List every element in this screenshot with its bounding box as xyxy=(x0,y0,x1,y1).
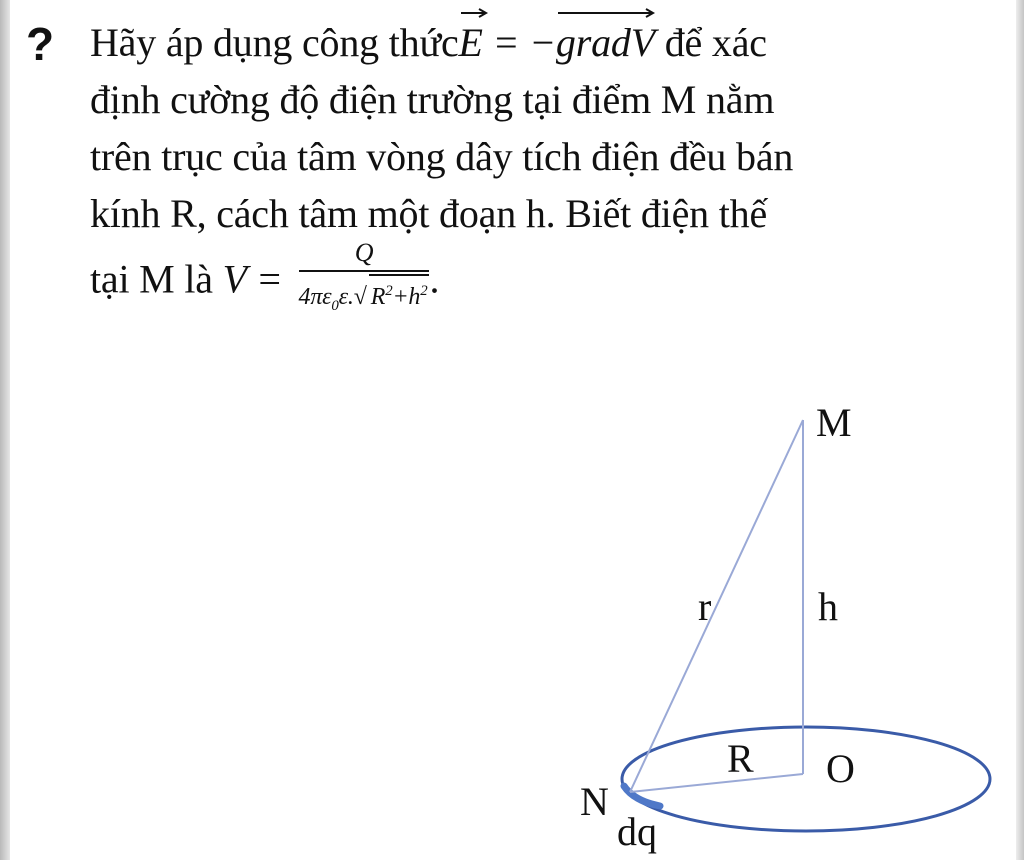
fraction-numerator: Q xyxy=(354,238,374,267)
label-M: M xyxy=(816,400,852,445)
potential-V: V = xyxy=(222,256,293,302)
den-prefix: 4πε xyxy=(298,284,332,310)
line5-prefix: tại M là xyxy=(90,256,223,302)
line5-end: . xyxy=(429,256,440,302)
label-h: h xyxy=(818,584,838,629)
line-R xyxy=(630,774,803,792)
label-R: R xyxy=(727,736,754,781)
problem-line-2: định cường độ điện trường tại điểm M nằm xyxy=(90,77,775,122)
sqrt-h-exp: 2 xyxy=(420,283,428,299)
vector-E-letter: E xyxy=(458,20,483,65)
line1-prefix: Hãy áp dụng công thức xyxy=(90,20,459,65)
question-marker: ? xyxy=(26,18,55,70)
problem-line-4: kính R, cách tâm một đoạn h. Biết điện thế xyxy=(90,191,768,236)
label-dq: dq xyxy=(617,809,657,854)
line-r xyxy=(630,420,803,792)
label-r: r xyxy=(698,584,712,629)
sqrt-R-exp: 2 xyxy=(385,283,393,299)
line1-suffix: để xác xyxy=(654,20,767,65)
problem-line-3: trên trục của tâm vòng dây tích điện đều bán xyxy=(90,134,794,179)
den-sub: 0 xyxy=(331,297,339,314)
sqrt-R: R xyxy=(370,284,386,310)
line1-equals: = − xyxy=(482,20,556,65)
label-O: O xyxy=(826,746,855,791)
vector-gradV-text: gradV xyxy=(555,20,655,65)
sqrt-plus-h: +h xyxy=(392,284,421,310)
sqrt-icon: √ xyxy=(353,284,367,310)
den-mid: ε. xyxy=(338,284,354,310)
charged-ring xyxy=(622,727,990,831)
label-N: N xyxy=(580,779,609,824)
